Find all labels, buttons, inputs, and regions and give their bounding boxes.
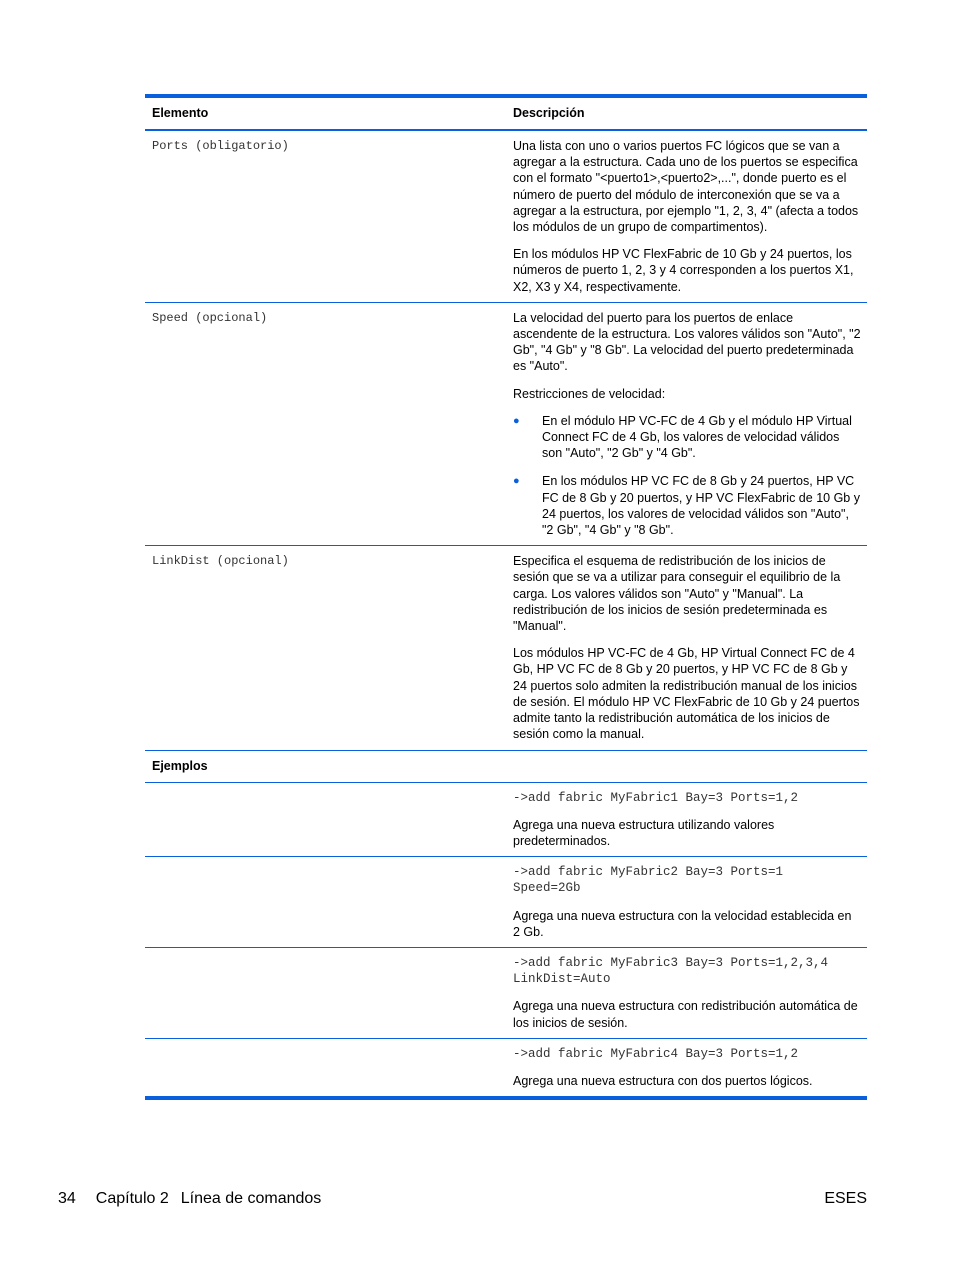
description-paragraph: Especifica el esquema de redistribución de los inicios de sesión que se va a utilizar para conseguir el equilibrio de la carga. Los valores válidos son "Auto" y "Manual". La redistribución de los inicios de sesión predeterminada es "Manual". (513, 554, 841, 634)
table-row (145, 303, 867, 546)
description-paragraph: La velocidad del puerto para los puertos de enlace ascendente de la estructura. Los valores válidos son "Auto", "2 Gb", "4 Gb" y "8 Gb". La velocidad del puerto predeterminada es "Auto". (513, 310, 861, 374)
example-row (145, 783, 867, 858)
bullet-icon: ● (513, 414, 520, 427)
bullet-icon: ● (513, 475, 520, 488)
parameter-table (145, 94, 867, 1100)
chapter-label: Capítulo 2 (95, 1190, 169, 1207)
example-description: Agrega una nueva estructura utilizando valores predeterminados. (513, 817, 775, 848)
description-paragraph: Los módulos HP VC-FC de 4 Gb, HP Virtual Connect FC de 4 Gb, HP VC FC de 8 Gb y 20 puertos, y HP VC FC de 8 Gb y 24 puertos solo admiten la redistribución manual de los inicios de sesión. El módulo HP VC FlexFabric de 10 Gb y 24 puertos admite tanto la redistribución automática de los inicios de sesión como la manual. (513, 646, 860, 742)
table-header-row (145, 98, 867, 131)
description-paragraph: Una lista con uno o varios puertos FC lógicos que se van a agregar a la estructura. Cada uno de los puertos se especifica con el formato "<puerto1>,<puerto2>,...", donde puerto es el número de puerto del módulo de interconexión que se va a agregar a la estructura, por ejemplo "1, 2, 3, 4" (afecta a todos los módulos de un grupo de compartimentos). (513, 139, 859, 235)
element-ports: Ports (obligatorio) (152, 139, 289, 153)
table-row (145, 131, 867, 303)
locale-code: ESES (824, 1190, 867, 1207)
description-paragraph: Restricciones de velocidad: (513, 386, 666, 401)
examples-label: Ejemplos (152, 758, 208, 773)
example-description: Agrega una nueva estructura con la velocidad establecida en 2 Gb. (513, 908, 852, 939)
element-speed: Speed (opcional) (152, 310, 268, 325)
example-row (145, 1039, 867, 1096)
description-paragraph: En los módulos HP VC FlexFabric de 10 Gb y 24 puertos, los números de puerto 1, 2, 3 y 4 corresponden a los puertos X1, X2, X3 y X4, respectivamente. (513, 247, 854, 294)
list-item: ● En el módulo HP VC-FC de 4 Gb y el módulo HP Virtual Connect FC de 4 Gb, los valores de velocidad válidos son "Auto", "2 Gb" y "4 Gb". (513, 413, 852, 461)
chapter-title: Línea de comandos (180, 1190, 322, 1207)
table-row (145, 546, 867, 750)
example-row (145, 857, 867, 948)
list-item: ● En los módulos HP VC FC de 8 Gb y 24 puertos, HP VC FC de 8 Gb y 20 puertos, y HP VC FlexFabric de 10 Gb y 24 puertos, los valores de velocidad válidos son "Auto", "2 Gb", "4 Gb" y "8 Gb". (513, 474, 860, 538)
speed-restrictions-list (513, 413, 861, 538)
example-command: ->add fabric MyFabric4 Bay=3 Ports=1,2 (513, 1046, 799, 1061)
footer-left (58, 1190, 321, 1208)
element-linkdist: LinkDist (opcional) (152, 554, 289, 569)
example-description: Agrega una nueva estructura con dos puertos lógicos. (513, 1073, 813, 1088)
example-row (145, 948, 867, 1039)
example-command: ->add fabric MyFabric3 Bay=3 Ports=1,2,3,4 LinkDist=Auto (513, 955, 829, 987)
header-descripcion: Descripción (513, 106, 585, 120)
table-bottom-rule (145, 1096, 867, 1100)
example-description: Agrega una nueva estructura con redistribución automática de los inicios de sesión. (513, 999, 858, 1030)
header-elemento: Elemento (152, 106, 209, 120)
page-number: 34 (58, 1190, 76, 1207)
examples-header-row (145, 751, 867, 783)
example-command: ->add fabric MyFabric2 Bay=3 Ports=1 Speed=2Gb (513, 865, 784, 896)
page-footer (58, 1190, 867, 1208)
example-command: ->add fabric MyFabric1 Bay=3 Ports=1,2 (513, 790, 799, 805)
